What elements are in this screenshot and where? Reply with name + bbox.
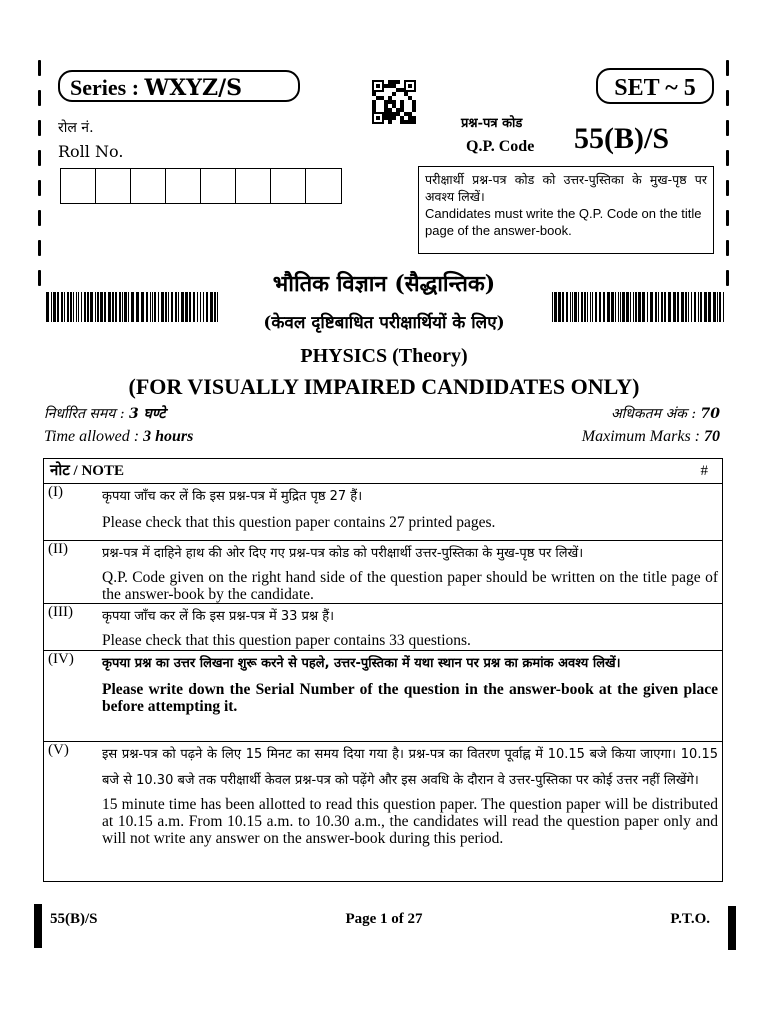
note-item-hindi: इस प्रश्न-पत्र को पढ़ने के लिए 15 मिनट का समय दिया गया है। प्रश्न-पत्र का वितरण पूर्वाह्न में 10.15 बजे किया जाएगा। 10.15 बजे से 10.30 बजे तक परीक्षार्थी केवल प्रश्न-पत्र को पढ़ेंगे और इस अवधि के दौरान वे उत्तर-पुस्तिका पर कोई उत्तर नहीं लिखेंगे। — [102, 747, 718, 788]
qr-module — [392, 92, 396, 96]
qr-module — [388, 120, 392, 124]
qr-finder-center — [376, 116, 380, 120]
qr-module — [372, 100, 376, 104]
note-item-number: (V) — [48, 742, 69, 758]
left-registration-marks — [38, 60, 42, 290]
series-box — [58, 70, 300, 102]
qr-module — [384, 112, 388, 116]
qr-code-icon — [372, 80, 416, 124]
qr-module — [384, 104, 388, 108]
roll-digit-box[interactable] — [166, 169, 201, 203]
roll-digit-box[interactable] — [201, 169, 236, 203]
footer-right-bar — [728, 906, 736, 950]
note-item-english: 15 minute time has been allotted to read this question paper. The question paper will be distributed at 10.15 a.m. From 10.15 a.m. to 10.30 a.m., the candidates will read the question paper only and will not write any answer on the answer-book during this period. — [102, 796, 718, 847]
marks-en-value: 70 — [704, 428, 720, 445]
qr-module — [412, 108, 416, 112]
qr-module — [408, 112, 412, 116]
qr-module — [412, 116, 416, 120]
qr-module — [412, 104, 416, 108]
qr-module — [380, 96, 384, 100]
qr-module — [408, 120, 412, 124]
note-item-number: (III) — [48, 604, 73, 620]
roll-no-label-en: Roll No. — [58, 142, 124, 161]
qr-module — [384, 116, 388, 120]
max-marks-en — [582, 428, 720, 446]
qr-module — [396, 80, 400, 84]
instruction-english: Candidates must write the Q.P. Code on the title page of the answer-book. — [425, 206, 702, 238]
time-hi-label: निर्धारित समय : — [44, 406, 125, 422]
note-item-hindi: कृपया प्रश्न का उत्तर लिखना शुरू करने से पहले, उत्तर-पुस्तिका में यथा स्थान पर प्रश्न का क्रमांक अवश्य लिखें। — [102, 656, 621, 671]
note-item — [44, 484, 722, 541]
marks-en-label: Maximum Marks : — [581, 428, 700, 445]
series-value: WXYZ/S — [144, 75, 242, 101]
qr-module — [404, 120, 408, 124]
roll-digit-box[interactable] — [236, 169, 271, 203]
note-hash-mark: # — [700, 463, 708, 479]
qr-finder-center — [408, 84, 412, 88]
time-allowed-hi — [44, 404, 165, 423]
qp-code-label-en: Q.P. Code — [466, 138, 535, 155]
qr-module — [384, 108, 388, 112]
qr-module — [408, 116, 412, 120]
subtitle-english: (FOR VISUALLY IMPAIRED CANDIDATES ONLY) — [128, 374, 640, 399]
qr-module — [400, 116, 404, 120]
qr-module — [376, 96, 380, 100]
qr-code-graphic — [372, 80, 416, 124]
note-item — [44, 604, 722, 651]
qr-module — [396, 112, 400, 116]
footer-pto: P.T.O. — [670, 911, 710, 927]
roll-digit-box[interactable] — [96, 169, 131, 203]
qr-module — [392, 100, 396, 104]
marks-hi-value: 70 — [700, 406, 720, 422]
qr-module — [384, 100, 388, 104]
qr-module — [400, 120, 404, 124]
qr-module — [392, 84, 396, 88]
qr-module — [400, 100, 404, 104]
roll-no-label-hi: रोल नं. — [58, 120, 94, 136]
instruction-hindi: परीक्षार्थी प्रश्न-पत्र कोड को उत्तर-पुस्तिका के मुख-पृष्ठ पर अवश्य लिखें। — [425, 172, 707, 204]
qr-module — [388, 96, 392, 100]
note-item-hindi: कृपया जाँच कर लें कि इस प्रश्न-पत्र में मुद्रित पृष्ठ 27 हैं। — [102, 489, 363, 504]
note-table — [43, 458, 723, 882]
note-item — [44, 742, 722, 886]
roll-digit-box[interactable] — [131, 169, 166, 203]
qr-module — [404, 112, 408, 116]
qr-module — [392, 112, 396, 116]
note-item-number: (II) — [48, 541, 68, 557]
time-en-label: Time allowed : — [44, 428, 140, 445]
qp-code-label-hi: प्रश्न-पत्र कोड — [461, 116, 523, 131]
note-heading-label: नोट / NOTE — [50, 463, 124, 479]
marks-hi-label: अधिकतम अंक : — [610, 406, 697, 422]
qr-finder-center — [376, 84, 380, 88]
subtitle-hindi: (केवल दृष्टिबाधित परीक्षार्थियों के लिए) — [263, 313, 505, 333]
qr-module — [388, 84, 392, 88]
qr-module — [384, 84, 388, 88]
qr-module — [392, 116, 396, 120]
roll-digit-box[interactable] — [271, 169, 306, 203]
time-allowed-en — [44, 428, 193, 446]
title-hindi: भौतिक विज्ञान (सैद्धान्तिक) — [272, 271, 496, 297]
note-item-english: Please write down the Serial Number of the question in the answer-book at the given place before attempting it. — [102, 681, 718, 715]
qr-module — [392, 104, 396, 108]
note-item-hindi: कृपया जाँच कर लें कि इस प्रश्न-पत्र में 33 प्रश्न हैं। — [102, 609, 335, 624]
time-en-value: 3 hours — [143, 428, 194, 445]
qr-module — [388, 80, 392, 84]
qr-module — [400, 108, 404, 112]
note-heading — [44, 459, 722, 484]
qr-module — [372, 92, 376, 96]
roll-number-boxes[interactable] — [60, 168, 342, 204]
qr-module — [372, 104, 376, 108]
note-item-number: (I) — [48, 484, 63, 500]
qr-module — [372, 108, 376, 112]
qr-module — [392, 80, 396, 84]
note-item-number: (IV) — [48, 651, 74, 667]
qr-module — [408, 96, 412, 100]
note-item — [44, 651, 722, 742]
roll-digit-box[interactable] — [306, 169, 341, 203]
qr-module — [388, 116, 392, 120]
note-item-english: Please check that this question paper contains 27 printed pages. — [102, 514, 496, 531]
qr-module — [396, 88, 400, 92]
qr-module — [412, 120, 416, 124]
qr-module — [396, 108, 400, 112]
max-marks-hi — [611, 404, 720, 423]
roll-digit-box[interactable] — [61, 169, 96, 203]
qr-module — [388, 112, 392, 116]
series-label: Series : — [70, 75, 140, 100]
note-item-hindi: प्रश्न-पत्र में दाहिने हाथ की ओर दिए गए प्रश्न-पत्र कोड को परीक्षार्थी उत्तर-पुस्तिका के मुख-पृष्ठ पर लिखें। — [102, 546, 584, 561]
qr-module — [388, 100, 392, 104]
note-item — [44, 541, 722, 604]
footer-page-number: Page 1 of 27 — [345, 911, 423, 927]
qp-code-value: 55(B)/S — [574, 122, 670, 155]
note-item-english: Please check that this question paper contains 33 questions. — [102, 632, 471, 649]
qr-module — [412, 100, 416, 104]
time-hi-value: 3 घण्टे — [129, 406, 166, 422]
qr-module — [400, 104, 404, 108]
qr-module — [388, 108, 392, 112]
set-badge: SET ~ 5 — [596, 68, 714, 104]
qp-code-instruction-box — [418, 166, 714, 254]
footer-qp-code: 55(B)/S — [50, 911, 98, 927]
right-registration-marks — [726, 60, 730, 290]
qr-module — [400, 88, 404, 92]
qr-module — [404, 92, 408, 96]
title-english: PHYSICS (Theory) — [300, 345, 468, 367]
note-item-english: Q.P. Code given on the right hand side of the question paper should be written on the title page of the answer-book by the candidate. — [102, 569, 718, 603]
